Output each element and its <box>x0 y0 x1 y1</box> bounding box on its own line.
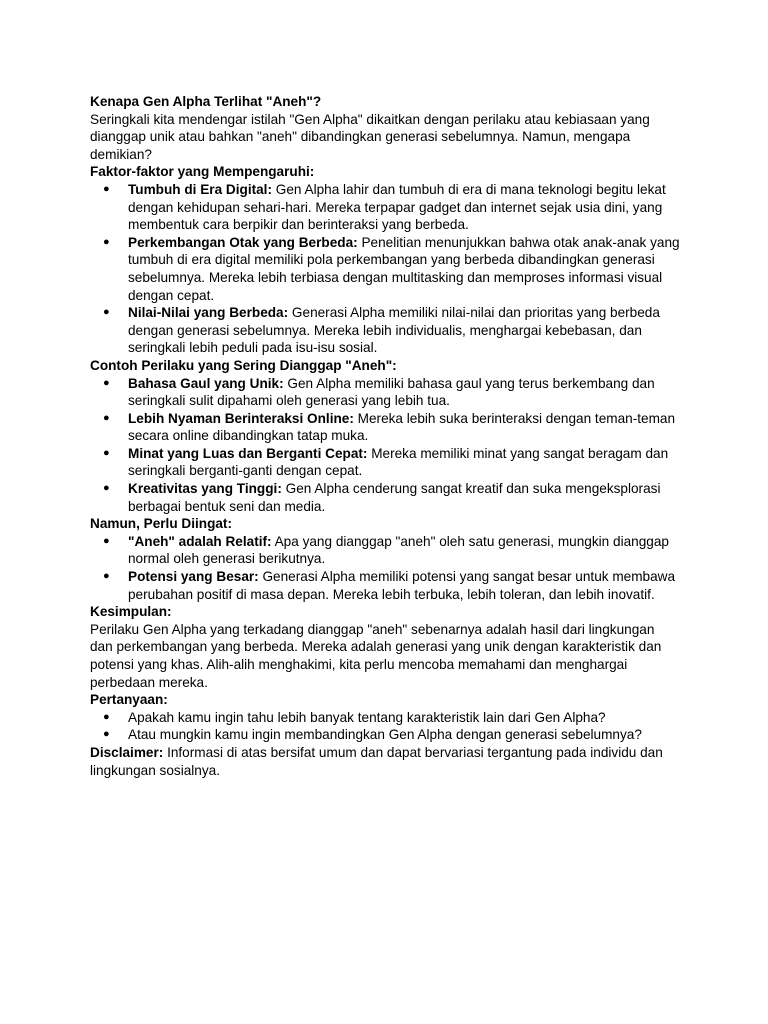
document-page <box>90 93 680 779</box>
item-text: Penelitian menunjukkan bahwa otak anak-anak yang tumbuh di era digital memiliki pola perkembangan yang berbeda dibandingkan generasi sebelumnya. Mereka lebih terbiasa dengan multitasking dan memproses informasi visual dengan cepat. <box>128 234 680 303</box>
item-term: Minat yang Luas dan Berganti Cepat: <box>128 445 368 461</box>
item-term: Potensi yang Besar: <box>128 569 259 585</box>
intro-paragraph: Seringkali kita mendengar istilah "Gen Alpha" dikaitkan dengan perilaku atau kebiasaan yang dianggap unik atau bahkan "aneh" dibandingkan generasi sebelumnya. Namun, mengapa demikian? <box>90 111 650 162</box>
remember-heading: Namun, Perlu Diingat: <box>90 516 232 532</box>
list-item <box>90 568 680 603</box>
conclusion-paragraph: Perilaku Gen Alpha yang terkadang dianggap "aneh" sebenarnya adalah hasil dari lingkungan dan perkembangan yang berbeda. Mereka adalah generasi yang unik dengan karakteristik dan potensi yang khas. Alih-alih menghakimi, kita perlu mencoba memahami dan menghargai perbedaan mereka. <box>90 621 662 690</box>
item-text: Generasi Alpha memiliki nilai-nilai dan prioritas yang berbeda dengan generasi sebelumnya. Mereka lebih individualis, menghargai kebebasan, dan seringkali lebih peduli pada isu-isu sosial. <box>128 305 660 356</box>
item-term: Kreativitas yang Tinggi: <box>128 481 282 497</box>
item-text: Mereka memiliki minat yang sangat beragam dan seringkali berganti-ganti dengan cepat. <box>128 445 669 479</box>
item-text: Apa yang dianggap "aneh" oleh satu generasi, mungkin dianggap normal oleh generasi berikutnya. <box>128 533 669 567</box>
item-term: "Aneh" adalah Relatif: <box>128 533 272 549</box>
list-item <box>90 410 680 445</box>
disclaimer <box>90 744 680 779</box>
remember-list <box>90 533 680 603</box>
factors-heading: Faktor-faktor yang Mempengaruhi: <box>90 164 315 180</box>
disclaimer-term: Disclaimer: <box>90 744 164 760</box>
list-item <box>90 304 680 357</box>
disclaimer-text: Informasi di atas bersifat umum dan dapat bervariasi tergantung pada individu dan lingkungan sosialnya. <box>90 744 663 778</box>
conclusion-heading: Kesimpulan: <box>90 604 172 620</box>
item-text: Gen Alpha memiliki bahasa gaul yang terus berkembang dan seringkali sulit dipahami oleh generasi yang lebih tua. <box>128 375 655 409</box>
questions-heading: Pertanyaan: <box>90 692 168 708</box>
list-item <box>90 445 680 480</box>
item-term: Lebih Nyaman Berinteraksi Online: <box>128 410 354 426</box>
list-item <box>90 375 680 410</box>
item-term: Tumbuh di Era Digital: <box>128 181 272 197</box>
questions-list <box>90 709 680 744</box>
list-item: ● Apakah kamu ingin tahu lebih banyak tentang karakteristik lain dari Gen Alpha? <box>90 709 680 727</box>
examples-list <box>90 375 680 516</box>
item-term: Perkembangan Otak yang Berbeda: <box>128 234 358 250</box>
item-term: Bahasa Gaul yang Unik: <box>128 375 284 391</box>
document-title: Kenapa Gen Alpha Terlihat "Aneh"? <box>90 94 322 109</box>
list-item <box>90 181 680 234</box>
item-term: Nilai-Nilai yang Berbeda: <box>128 305 289 321</box>
factors-list <box>90 181 680 357</box>
item-text: Generasi Alpha memiliki potensi yang sangat besar untuk membawa perubahan positif di masa depan. Mereka lebih terbuka, lebih toleran, dan lebih inovatif. <box>128 569 676 602</box>
list-item <box>90 533 680 568</box>
examples-heading: Contoh Perilaku yang Sering Dianggap "Aneh": <box>90 357 397 373</box>
item-text: Mereka lebih suka berinteraksi dengan teman-teman secara online dibandingkan tatap muka. <box>128 410 676 444</box>
list-item: ● Atau mungkin kamu ingin membandingkan Gen Alpha dengan generasi sebelumnya? <box>90 726 680 744</box>
item-text: Gen Alpha cenderung sangat kreatif dan suka mengeksplorasi berbagai bentuk seni dan media. <box>128 481 661 514</box>
list-item <box>90 234 680 304</box>
list-item <box>90 480 680 515</box>
item-text: Gen Alpha lahir dan tumbuh di era di mana teknologi begitu lekat dengan kehidupan sehari-hari. Mereka terpapar gadget dan internet sejak usia dini, yang membentuk cara berpikir dan berinteraksi yang berbeda. <box>128 181 666 233</box>
